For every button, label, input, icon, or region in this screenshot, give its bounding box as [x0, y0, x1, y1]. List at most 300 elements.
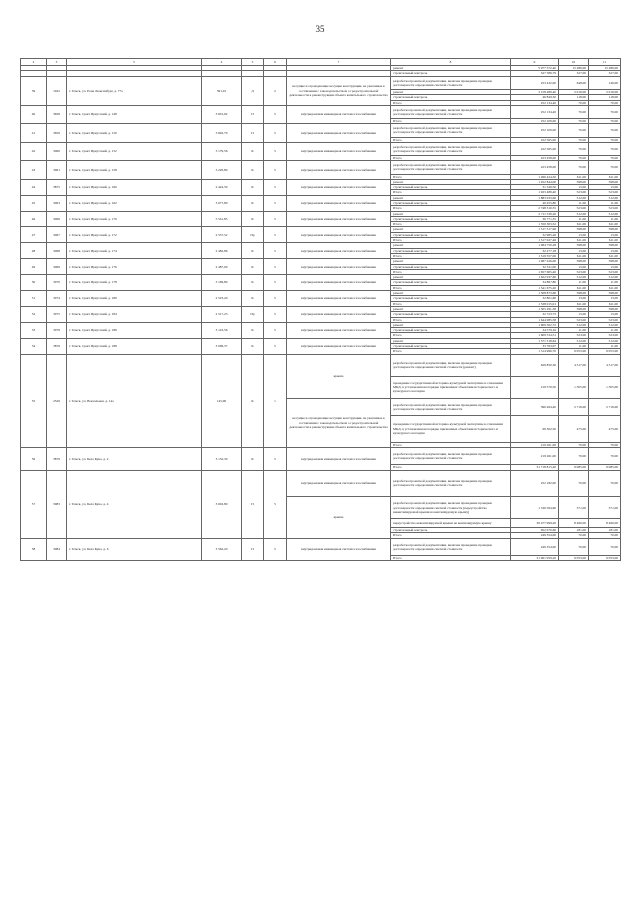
house-area: 2 523,20	[202, 291, 242, 307]
line-cost: 1 571 518,64	[511, 338, 559, 343]
wall-material: П	[242, 470, 264, 538]
line-max-cost: 512,00	[589, 275, 621, 280]
work-type: внутридомовая инженерная система газоснабжения	[287, 322, 391, 338]
line-max-cost: 70,00	[589, 161, 621, 174]
floor-count: 5	[264, 142, 287, 160]
line-unit-cost: 9 053,00	[559, 349, 589, 354]
line-cost: 1 609 502,72	[511, 322, 559, 327]
line-description: Итого	[391, 100, 511, 105]
line-unit-cost: 9 085,00	[559, 465, 589, 470]
header-cell: 10	[559, 59, 589, 66]
work-type: внутридомовая инженерная система газоснабжения	[287, 275, 391, 291]
work-type: внутридомовая инженерная система газоснабжения	[287, 447, 391, 470]
line-cost: 253 432,00	[511, 76, 559, 89]
house-address: г. Томск, ул. Бела Куна, д. 2	[67, 447, 202, 470]
wall-material: Пр	[242, 306, 264, 322]
line-unit-cost: 11,00	[559, 344, 589, 349]
line-cost: 1 487 226,00	[511, 259, 559, 264]
line-unit-cost: 118,00	[559, 95, 589, 100]
floor-count: 5	[264, 124, 287, 142]
line-unit-cost: 70,00	[559, 119, 589, 124]
line-description: строительный контроль	[391, 185, 511, 190]
table-row	[21, 76, 621, 89]
line-max-cost: 598,00	[589, 291, 621, 296]
house-area: 3 220,80	[202, 161, 242, 179]
table-row	[21, 538, 621, 556]
table-header	[21, 59, 621, 66]
line-unit-cost: 598,00	[559, 243, 589, 248]
line-max-cost: 512,00	[589, 338, 621, 343]
line-max-cost: 512,00	[589, 322, 621, 327]
line-unit-cost: 523,00	[559, 190, 589, 195]
line-cost: 34 867,80	[511, 280, 559, 285]
line-cost: 222 565,00	[511, 142, 559, 155]
line-max-cost: 13,00	[589, 296, 621, 301]
house-address: г. Томск, ул. Вокзальная, д. 14а	[67, 354, 202, 447]
line-cost: 219 261,00	[511, 447, 559, 465]
line-max-cost: 8 460,00	[589, 519, 621, 528]
line-description: строительный контроль	[391, 216, 511, 221]
house-area: 2 424,50	[202, 179, 242, 195]
header-cell: 5	[242, 59, 264, 66]
line-cost: 5 977 572,40	[511, 66, 559, 71]
line-description: разработка проектной документации, включая проведение проверки достоверности определения сметной стоимости	[391, 124, 511, 137]
line-cost: 33 763,07	[511, 344, 559, 349]
line-cost: 223 458,00	[511, 161, 559, 174]
line-cost: 327 589,79	[511, 71, 559, 76]
floor-count: 5	[264, 291, 287, 307]
line-unit-cost: 598,00	[559, 227, 589, 232]
line-unit-cost: 611,00	[559, 174, 589, 179]
line-max-cost: 611,00	[589, 285, 621, 290]
house-address: г. Томск, тракт Иркутский, д. 160	[67, 179, 202, 195]
wall-material: К	[242, 142, 264, 160]
line-unit-cost: 13,00	[559, 296, 589, 301]
house-code: 2529	[47, 354, 67, 447]
line-max-cost: 523,00	[589, 333, 621, 338]
line-cost: 1 314 996,70	[511, 349, 559, 354]
house-code: 3066	[47, 211, 67, 227]
line-max-cost: 13,00	[589, 232, 621, 237]
table-row	[21, 105, 621, 118]
line-max-cost: 523,00	[589, 206, 621, 211]
work-type: внутридомовая инженерная система газоснабжения	[287, 179, 391, 195]
work-type: внутридомовая инженерная система газоснабжения	[287, 538, 391, 561]
line-max-cost: 327,00	[589, 71, 621, 76]
line-unit-cost: 13,00	[559, 185, 589, 190]
house-code: 3876	[47, 338, 67, 354]
line-max-cost: 70,00	[589, 156, 621, 161]
line-unit-cost: 1 505,00	[559, 376, 589, 398]
header-cell: 7	[287, 59, 391, 66]
wall-material: П	[242, 105, 264, 123]
line-unit-cost: 70,00	[559, 161, 589, 174]
line-cost: 69 302,50	[511, 416, 559, 442]
house-address: г. Томск, тракт Иркутский, д. 152	[67, 142, 202, 160]
line-cost: 629 850,30	[511, 354, 559, 376]
house-area: 3 601,92	[202, 105, 242, 123]
line-cost: 252 134,40	[511, 100, 559, 105]
line-max-cost: 181,00	[589, 527, 621, 532]
house-code: 3083	[47, 470, 67, 538]
line-max-cost: 13,00	[589, 185, 621, 190]
line-cost: 31 961 959,20	[511, 556, 559, 561]
line-cost: 1 541 675,20	[511, 285, 559, 290]
line-cost: 32 985,26	[511, 232, 559, 237]
floor-count: 5	[264, 538, 287, 561]
line-cost: 1 336 564,60	[511, 497, 559, 519]
line-unit-cost: 70,00	[559, 470, 589, 496]
work-type: внутридомовая инженерная система газоснабжения	[287, 306, 391, 322]
line-max-cost: 611,00	[589, 222, 621, 227]
line-max-cost: 70,00	[589, 119, 621, 124]
line-description: строительный контроль	[391, 95, 511, 100]
line-cost: 252 109,00	[511, 124, 559, 137]
row-number: 39	[21, 76, 47, 105]
repair-schedule-table	[20, 58, 621, 561]
house-area: 3 677,80	[202, 195, 242, 211]
line-description: Итого	[391, 442, 511, 447]
line-cost: 36 771,35	[511, 216, 559, 221]
line-max-cost: 70,00	[589, 100, 621, 105]
floor-count: 5	[264, 195, 287, 211]
floor-count: 1	[264, 354, 287, 447]
header-cell: 5	[67, 59, 202, 66]
line-description: Итого	[391, 465, 511, 470]
line-description: ремонт	[391, 322, 511, 327]
line-max-cost: 598,00	[589, 306, 621, 311]
line-max-cost: 512,00	[589, 195, 621, 200]
line-unit-cost: 181,00	[559, 527, 589, 532]
line-description: Итого	[391, 137, 511, 142]
line-unit-cost: 327,00	[559, 71, 589, 76]
line-unit-cost: 70,00	[559, 105, 589, 118]
row-number: 45	[21, 195, 47, 211]
wall-material: П	[242, 538, 264, 561]
line-cost: 1 484 750,28	[511, 243, 559, 248]
line-unit-cost: 512,00	[559, 211, 589, 216]
house-address: г. Томск, тракт Иркутский, д. 180	[67, 291, 202, 307]
house-code: 3875	[47, 179, 67, 195]
house-area: 2 482,86	[202, 243, 242, 259]
floor-count: 5	[264, 470, 287, 538]
line-max-cost: 70,00	[589, 533, 621, 538]
house-code: 1922	[47, 76, 67, 105]
house-code: 3658	[47, 105, 67, 123]
line-description: Итого	[391, 533, 511, 538]
line-max-cost: 1 505,00	[589, 376, 621, 398]
line-unit-cost: 11,00	[559, 328, 589, 333]
line-unit-cost: 11,00	[559, 280, 589, 285]
line-max-cost: 523,00	[589, 190, 621, 195]
house-address: г. Томск, тракт Иркутский, д. 172	[67, 227, 202, 243]
house-address: г. Томск, тракт Иркутский, д. 186	[67, 322, 202, 338]
line-unit-cost: 13,00	[559, 312, 589, 317]
line-max-cost: 598,00	[589, 179, 621, 184]
line-cost: 1 538 015,01	[511, 301, 559, 306]
row-number: 52	[21, 306, 47, 322]
floor-count: 2	[264, 76, 287, 105]
line-cost: 32 331,00	[511, 264, 559, 269]
line-description: разработка проектной документации, включая проведение проверки достоверности определения сметной стоимости	[391, 398, 511, 416]
row-number: 41	[21, 124, 47, 142]
line-max-cost: 512,00	[589, 211, 621, 216]
line-cost: 252 109,00	[511, 119, 559, 124]
row-number: 42	[21, 142, 47, 160]
line-description: ремонт	[391, 89, 511, 94]
table-row	[21, 447, 621, 465]
header-cell: 2	[21, 59, 47, 66]
line-max-cost: 70,00	[589, 447, 621, 465]
line-description: разработка проектной документации, включая проведение проверки достоверности определения сметной стоимости	[391, 76, 511, 89]
line-unit-cost: 598,00	[559, 306, 589, 311]
work-type: внутридомовая инженерная система газоснабжения	[287, 338, 391, 354]
house-area: 3 169,80	[202, 275, 242, 291]
line-cost: 1 622 937,60	[511, 275, 559, 280]
house-area: 2 517,23	[202, 306, 242, 322]
table-body	[21, 66, 621, 561]
line-unit-cost: 523,00	[559, 333, 589, 338]
house-area: 3 143,56	[202, 322, 242, 338]
wall-material: К	[242, 354, 264, 447]
work-type: внутридомовая инженерная система газоснабжения	[287, 105, 391, 123]
line-description: строительный контроль	[391, 264, 511, 269]
row-number: 40	[21, 105, 47, 123]
line-description: Итого	[391, 333, 511, 338]
line-max-cost: 13,00	[589, 264, 621, 269]
line-description: Итого	[391, 119, 511, 124]
row-number: 57	[21, 470, 47, 538]
line-description: Итого	[391, 156, 511, 161]
table-row	[21, 161, 621, 174]
house-area: 3 602,80	[202, 470, 242, 538]
house-area: 3 562,20	[202, 538, 242, 561]
line-unit-cost: 512,00	[559, 338, 589, 343]
work-type: несущие и ограждающие несущие конструкции, не указанные в составлении с законодательством о градостроительной деятельности к реконструкции объекта капитального строительства	[287, 398, 391, 447]
line-max-cost: 70,00	[589, 124, 621, 137]
line-max-cost: 70,00	[589, 470, 621, 496]
line-cost: 1 496 424,50	[511, 174, 559, 179]
house-address: г. Томск, тракт Иркутский, д. 162	[67, 195, 202, 211]
line-cost: 249 354,00	[511, 538, 559, 556]
line-unit-cost: 523,00	[559, 269, 589, 274]
line-description: строительный контроль	[391, 527, 511, 532]
line-unit-cost: 523,00	[559, 317, 589, 322]
wall-material: К	[242, 161, 264, 179]
line-description: Итого	[391, 253, 511, 258]
row-number: 43	[21, 161, 47, 179]
floor-count: 5	[264, 259, 287, 275]
line-max-cost: 4 317,00	[589, 354, 621, 376]
wall-material: Д	[242, 76, 264, 105]
house-address: г. Томск, тракт Иркутский, д. 170	[67, 211, 202, 227]
house-address: г. Томск, ул. Бела Куна, д. 4	[67, 470, 202, 538]
line-description: разработка проектной документации, включая проведение проверки достоверности определения сметной стоимости	[391, 470, 511, 496]
line-unit-cost: 13,00	[559, 248, 589, 253]
house-code: 3084	[47, 538, 67, 561]
line-cost: 1 644 085,58	[511, 317, 559, 322]
line-description: ремонт	[391, 338, 511, 343]
line-description: Итого	[391, 301, 511, 306]
table-row	[21, 124, 621, 137]
line-description: Итого	[391, 317, 511, 322]
floor-count: 5	[264, 338, 287, 354]
line-description: строительный контроль	[391, 296, 511, 301]
house-address: г. Томск, ул. Розы Люксембург, д. 77а	[67, 76, 202, 105]
house-area: 2 487,00	[202, 259, 242, 275]
line-max-cost: 70,00	[589, 538, 621, 556]
line-max-cost: 523,00	[589, 269, 621, 274]
line-max-cost: 523,00	[589, 317, 621, 322]
floor-count: 5	[264, 227, 287, 243]
house-address: г. Томск, тракт Иркутский, д. 174	[67, 243, 202, 259]
row-number: 46	[21, 211, 47, 227]
line-cost: 223 458,00	[511, 156, 559, 161]
line-cost: 3 158 489,40	[511, 89, 559, 94]
floor-count: 5	[264, 447, 287, 470]
line-description: Итого	[391, 206, 511, 211]
line-description: разработка проектной документации, включая проведение проверки достоверности определения сметной стоимости	[391, 161, 511, 174]
line-cost: 30 477 999,20	[511, 519, 559, 528]
house-code: 3069	[47, 259, 67, 275]
line-cost: 249 354,00	[511, 533, 559, 538]
row-number: 48	[21, 243, 47, 259]
row-number: 56	[21, 447, 47, 470]
line-description: Итого	[391, 222, 511, 227]
line-unit-cost: 70,00	[559, 100, 589, 105]
line-description: ремонт	[391, 306, 511, 311]
line-max-cost: 598,00	[589, 227, 621, 232]
floor-count: 5	[264, 322, 287, 338]
line-description: строительный контроль	[391, 71, 511, 76]
wall-material: К	[242, 338, 264, 354]
line-cost: 252 134,40	[511, 105, 559, 118]
line-cost: 46 849,30	[511, 95, 559, 100]
line-cost: 32 801,60	[511, 296, 559, 301]
line-description: разработка проектной документации, включая проведение проверки достоверности определения сметной стоимости	[391, 105, 511, 118]
house-code: 3060	[47, 142, 67, 160]
line-description: Итого	[391, 556, 511, 561]
wall-material: К	[242, 211, 264, 227]
line-description: строительный контроль	[391, 248, 511, 253]
header-cell: 9	[511, 59, 559, 66]
row-number: 54	[21, 338, 47, 354]
table-row	[21, 142, 621, 155]
house-address: г. Томск, тракт Иркутский, д. 188	[67, 338, 202, 354]
line-unit-cost: 70,00	[559, 447, 589, 465]
header-cell: 3	[47, 59, 67, 66]
line-max-cost: 11,00	[589, 344, 621, 349]
line-max-cost: 598,00	[589, 259, 621, 264]
line-description: разработка проектной документации, включая проведение проверки достоверности определения сметной стоимости (переустройство невентилируемой крыши на вентилируемую крышу)	[391, 497, 511, 519]
line-unit-cost: 11,00	[559, 216, 589, 221]
work-type: внутридомовая инженерная система газоснабжения	[287, 195, 391, 211]
line-cost: 31 718 815,20	[511, 465, 559, 470]
house-area: 5 541,85	[202, 211, 242, 227]
floor-count: 5	[264, 105, 287, 123]
line-unit-cost: 611,00	[559, 301, 589, 306]
line-max-cost: 13,00	[589, 248, 621, 253]
page-number: 35	[315, 24, 325, 34]
house-area: 2 537,52	[202, 227, 242, 243]
wall-material: Пр	[242, 227, 264, 243]
line-description: разработка проектной документации, включая проведение проверки достоверности определения сметной стоимости (ремонт)	[391, 354, 511, 376]
line-max-cost: 611,00	[589, 238, 621, 243]
row-number: 47	[21, 227, 47, 243]
line-unit-cost: 598,00	[559, 179, 589, 184]
house-address: г. Томск, тракт Иркутский, д. 148	[67, 105, 202, 123]
line-unit-cost: 13,00	[559, 232, 589, 237]
line-max-cost: 2 716,00	[589, 398, 621, 416]
line-description: ремонт	[391, 179, 511, 184]
house-area: 591,10	[202, 76, 242, 105]
line-max-cost: 118,00	[589, 95, 621, 100]
line-description: строительный контроль	[391, 328, 511, 333]
line-cost: 34 579,16	[511, 328, 559, 333]
house-area: 3 132,30	[202, 447, 242, 470]
house-code: 3068	[47, 243, 67, 259]
line-max-cost: 9 053,00	[589, 556, 621, 561]
row-number: 44	[21, 179, 47, 195]
house-address: г. Томск, тракт Иркутский, д. 178	[67, 275, 202, 291]
line-unit-cost: 8 460,00	[559, 519, 589, 528]
line-max-cost: 611,00	[589, 253, 621, 258]
line-cost: 252 182,00	[511, 470, 559, 496]
line-unit-cost: 15 286,00	[559, 66, 589, 71]
work-type: внутридомовая инженерная система газоснабжения	[287, 470, 391, 496]
line-cost: 2 748 310,55	[511, 206, 559, 211]
line-description: разработка проектной документации, включая проведение проверки достоверности определения сметной стоимости	[391, 142, 511, 155]
line-description: разработка проектной документации, включая проведение проверки достоверности определения сметной стоимости	[391, 447, 511, 465]
line-cost: 2 711 539,20	[511, 211, 559, 216]
header-cell: 11	[589, 59, 621, 66]
line-unit-cost: 70,00	[559, 538, 589, 556]
wall-material: К	[242, 322, 264, 338]
line-description: ремонт	[391, 275, 511, 280]
line-cost: 1 883 033,60	[511, 195, 559, 200]
line-cost: 1 517 317,96	[511, 227, 559, 232]
line-cost: 32 723,73	[511, 312, 559, 317]
house-address: г. Томск, тракт Иркутский, д. 176	[67, 259, 202, 275]
work-type: внутридомовая инженерная система газоснабжения	[287, 291, 391, 307]
line-description: строительный контроль	[391, 280, 511, 285]
work-type: внутридомовая инженерная система газоснабжения	[287, 142, 391, 160]
line-cost: 652 070,60	[511, 527, 559, 532]
line-unit-cost: 598,00	[559, 291, 589, 296]
line-max-cost: 11,00	[589, 328, 621, 333]
line-description: ремонт	[391, 227, 511, 232]
work-type: несущие и ограждающие несущие конструкции, не указанные в составлении с законодательством о градостроительной деятельности к реконструкции объекта капитального строительства	[287, 76, 391, 105]
line-unit-cost: 70,00	[559, 442, 589, 447]
row-number: 50	[21, 275, 47, 291]
house-code: 3074	[47, 291, 67, 307]
header-cell: 8	[391, 59, 511, 66]
line-max-cost: 11,00	[589, 280, 621, 285]
line-cost: 1 505 291,58	[511, 306, 559, 311]
line-cost: 219 579,50	[511, 376, 559, 398]
house-area: 3 179,56	[202, 142, 242, 160]
line-cost: 40 455,80	[511, 200, 559, 205]
wall-material: К	[242, 275, 264, 291]
floor-count: 5	[264, 211, 287, 227]
house-code: 3075	[47, 306, 67, 322]
line-description: строительный контроль	[391, 200, 511, 205]
house-area: 3 692,70	[202, 124, 242, 142]
line-description: проведение государственной историко-культурной экспертизы в отношении МКД, в установленном порядке признанных объектами исторического и культурного наследия	[391, 376, 511, 398]
line-description: ремонт	[391, 243, 511, 248]
line-description: ремонт	[391, 291, 511, 296]
line-description: Итого	[391, 238, 511, 243]
